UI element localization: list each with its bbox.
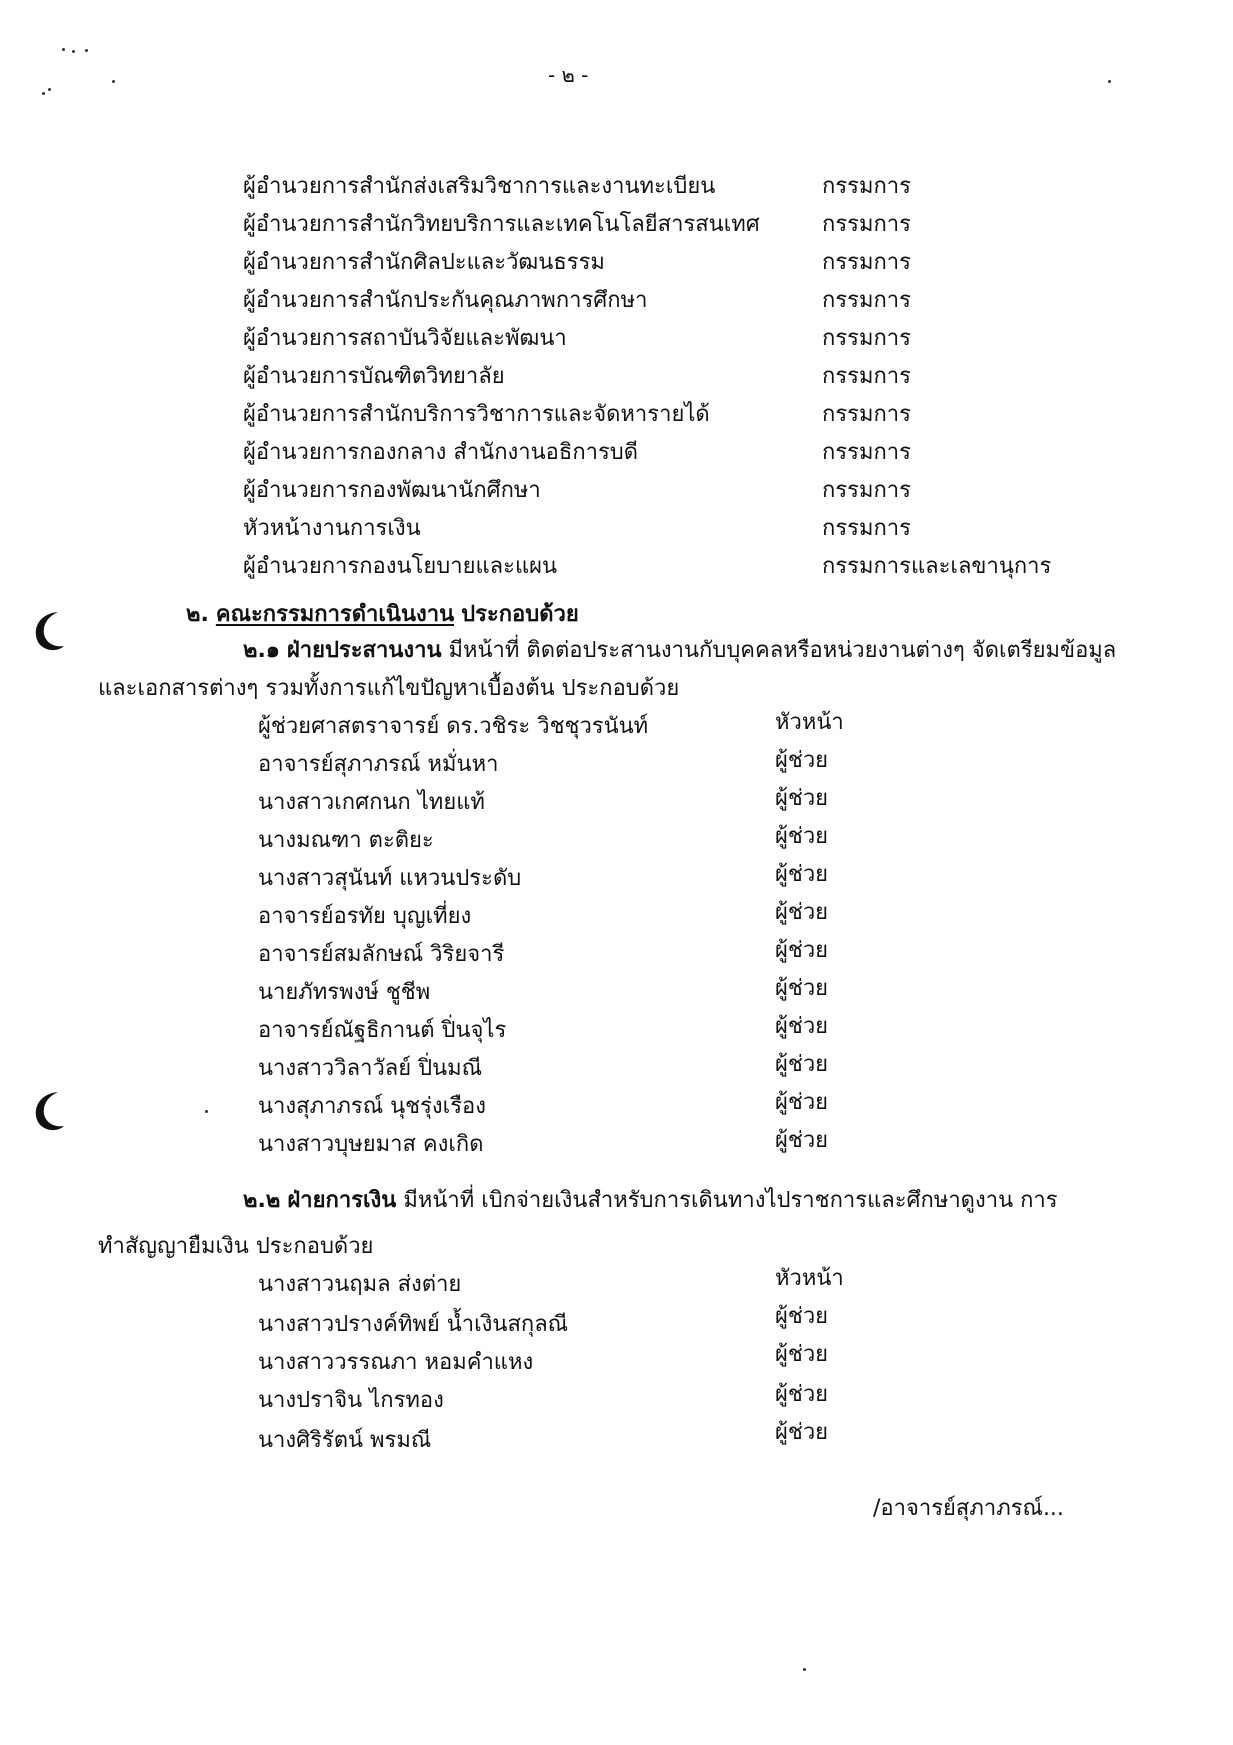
member-role: ผู้ช่วย (775, 824, 829, 849)
continuation-note: /อาจารย์สุภาภรณ์... (873, 1496, 1064, 1521)
member-name: อาจารย์อรทัย บุญเที่ยง (258, 904, 472, 929)
member-name: นางสาวสุนันท์ แหวนประดับ (258, 866, 522, 891)
member-role: ผู้ช่วย (775, 786, 829, 811)
page-number: - ๒ - (548, 63, 589, 87)
scan-speck (803, 1668, 806, 1671)
member-name: อาจารย์สุภาภรณ์ หมั่นหา (258, 752, 499, 777)
section-title: คณะกรรมการดำเนินงาน (215, 602, 455, 627)
member-name: นางสาวบุษยมาส คงเกิด (258, 1132, 484, 1157)
member-name: นางมณฑา ตะติยะ (258, 828, 434, 853)
member-role: ผู้ช่วย (775, 1420, 829, 1445)
sub-2-2-line1 (243, 1186, 1058, 1216)
scan-speck (42, 92, 45, 95)
member-name: ผู้อำนวยการสำนักวิทยบริการและเทคโนโลยีสารสนเทศ (243, 212, 760, 237)
member-name: นางสาววรรณภา หอมคำแหง (258, 1350, 534, 1375)
member-role: ผู้ช่วย (775, 938, 829, 963)
member-role: ผู้ช่วย (775, 1014, 829, 1039)
scan-speck (85, 49, 88, 52)
sub-2-2-line2: ทำสัญญายืมเงิน ประกอบด้วย (98, 1234, 374, 1259)
member-role: ผู้ช่วย (775, 976, 829, 1001)
member-role: หัวหน้า (775, 1266, 844, 1291)
punch-hole-mark (28, 608, 68, 654)
member-name: นางปราจิน ไกรทอง (258, 1388, 444, 1413)
member-role: กรรมการ (822, 288, 911, 313)
punch-hole-mark (28, 1088, 68, 1134)
sub-description: มีหน้าที่ ติดต่อประสานงานกับบุคคลหรือหน่วยงานต่างๆ จัดเตรียมข้อมูล (448, 638, 1117, 663)
member-role: ผู้ช่วย (775, 1382, 829, 1407)
member-name: นางสาวปรางค์ทิพย์ น้ำเงินสกุลณี (258, 1312, 569, 1337)
sub-title: ฝ่ายประสานงาน (286, 638, 442, 663)
scan-speck (48, 88, 51, 91)
member-role: กรรมการ (822, 212, 911, 237)
member-role: ผู้ช่วย (775, 862, 829, 887)
member-role: ผู้ช่วย (775, 1342, 829, 1367)
sub-description: มีหน้าที่ เบิกจ่ายเงินสำหรับการเดินทางไปราชการและศึกษาดูงาน การ (403, 1188, 1058, 1213)
member-role: กรรมการ (822, 440, 911, 465)
member-role: กรรมการ (822, 174, 911, 199)
member-name: นางสาวเกศกนก ไทยแท้ (258, 790, 485, 815)
member-role: กรรมการ (822, 326, 911, 351)
section-suffix: ประกอบด้วย (461, 602, 579, 627)
member-name: นายภัทรพงษ์ ชูชีพ (258, 980, 431, 1005)
member-role: ผู้ช่วย (775, 1052, 829, 1077)
member-role: หัวหน้า (775, 710, 844, 735)
member-name: ผู้อำนวยการสำนักประกันคุณภาพการศึกษา (243, 288, 648, 313)
member-name: ผู้อำนวยการสำนักบริการวิชาการและจัดหารายได้ (243, 402, 710, 427)
member-role: กรรมการ (822, 516, 911, 541)
member-name: ผู้อำนวยการสำนักศิลปะและวัฒนธรรม (243, 250, 605, 275)
sub-title: ฝ่ายการเงิน (287, 1188, 397, 1213)
scan-speck (62, 48, 65, 51)
member-name: หัวหน้างานการเงิน (243, 516, 421, 541)
member-name: ผู้อำนวยการสถาบันวิจัยและพัฒนา (243, 326, 567, 351)
member-role: ผู้ช่วย (775, 748, 829, 773)
sub-number: ๒.๑ (243, 638, 280, 663)
member-role: กรรมการและเลขานุการ (822, 554, 1052, 579)
member-name: ผู้อำนวยการบัณฑิตวิทยาลัย (243, 364, 505, 389)
member-role: ผู้ช่วย (775, 900, 829, 925)
member-role: ผู้ช่วย (775, 1304, 829, 1329)
sub-2-1-line2: และเอกสารต่างๆ รวมทั้งการแก้ไขปัญหาเบื้องต้น ประกอบด้วย (98, 676, 680, 701)
member-role: กรรมการ (822, 478, 911, 503)
scan-speck (112, 80, 115, 83)
member-name: อาจารย์ณัฐธิกานต์ ปิ่นจุไร (258, 1018, 507, 1043)
member-role: กรรมการ (822, 250, 911, 275)
scan-speck (1108, 80, 1111, 83)
member-name: นางศิริรัตน์ พรมณี (258, 1428, 432, 1453)
member-role: กรรมการ (822, 402, 911, 427)
member-name: ผู้ช่วยศาสตราจารย์ ดร.วชิระ วิชชุวรนันท์ (258, 714, 649, 739)
member-name: ผู้อำนวยการสำนักส่งเสริมวิชาการและงานทะเบียน (243, 174, 716, 199)
sub-2-1-line1 (243, 636, 1116, 666)
member-name: นางสาววิลาวัลย์ ปิ่นมณี (258, 1056, 483, 1081)
member-name: นางสาวนฤมล ส่งต่าย (258, 1272, 462, 1297)
member-role: ผู้ช่วย (775, 1090, 829, 1115)
section-number: ๒. (186, 602, 209, 627)
member-role: กรรมการ (822, 364, 911, 389)
scan-speck (205, 1110, 208, 1113)
sub-number: ๒.๒ (243, 1188, 281, 1213)
member-name: นางสุภาภรณ์ นุชรุ่งเรือง (258, 1094, 486, 1119)
member-name: ผู้อำนวยการกองกลาง สำนักงานอธิการบดี (243, 440, 639, 465)
section-2-heading (186, 600, 579, 630)
member-name: ผู้อำนวยการกองพัฒนานักศึกษา (243, 478, 541, 503)
member-name: อาจารย์สมลักษณ์ วิริยจารี (258, 942, 505, 967)
member-name: ผู้อำนวยการกองนโยบายและแผน (243, 554, 558, 579)
member-role: ผู้ช่วย (775, 1128, 829, 1153)
scan-speck (72, 50, 75, 53)
